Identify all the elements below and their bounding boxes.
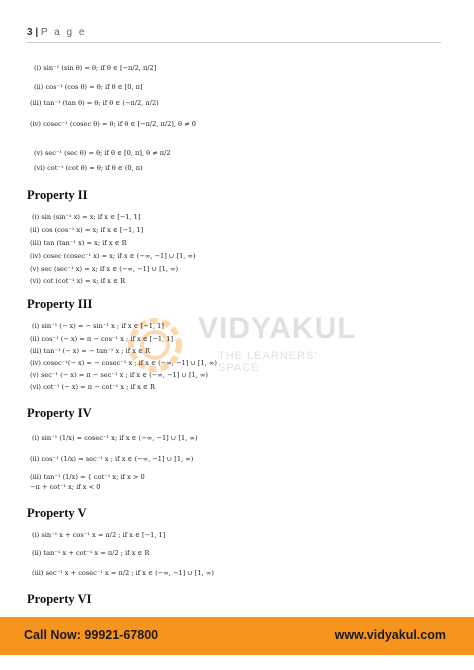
equation-line: (v) sec⁻¹ (sec θ) = θ; if θ ∈ [0, π], θ ≠ π/2: [34, 149, 171, 157]
equation-line: (iv) cosec⁻¹ (cosec θ) = θ; if θ ∈ [−π/2, π/2], θ ≠ 0: [30, 120, 196, 128]
section-heading: Property III: [27, 297, 93, 311]
equation-line: (iii) tan⁻¹ (tan θ) = θ; if θ ∈ (−π/2, π/2): [30, 99, 159, 107]
watermark-tagline: THE LEARNERS' SPACE: [218, 350, 318, 374]
watermark-brand: VIDYAKUL: [198, 312, 357, 345]
equation-line: (v) sec (sec⁻¹ x) = x; if x ∈ (−∞, −1] ∪ [1, ∞): [30, 265, 179, 273]
section-heading: Property V: [27, 506, 87, 520]
page-word: P a g e: [40, 27, 87, 38]
equation-line: (i) sin (sin⁻¹ x) = x; if x ∈ [−1, 1]: [32, 213, 141, 221]
section-heading: Property VI: [27, 592, 92, 606]
equation-line: (ii) cos⁻¹ (cos θ) = θ; if θ ∈ [0, π]: [34, 83, 143, 91]
equation-line: (ii) cos (cos⁻¹ x) = x; if x ∈ [−1, 1]: [30, 226, 144, 234]
equation-line: −π + cot⁻¹ x; if x < 0: [30, 483, 101, 491]
equation-line: (vi) cot⁻¹ (− x) = π − cot⁻¹ x ; if x ∈ R: [30, 383, 155, 391]
equation-line: (ii) cos⁻¹ (− x) = π − cos⁻¹ x ; if x ∈ [−1, 1]: [30, 335, 174, 343]
page-header: [27, 27, 441, 43]
equation-line: (vi) cot⁻¹ (cot θ) = θ; if θ ∈ (0, π): [34, 164, 143, 172]
section-heading: Property IV: [27, 406, 92, 420]
equation-line: (vi) cot (cot⁻¹ x) = x; if x ∈ R: [30, 277, 126, 285]
equation-line: (iii) tan⁻¹ (1/x) = { cot⁻¹ x; if x > 0: [30, 473, 145, 481]
equation-line: (iii) tan⁻¹ (− x) = − tan⁻¹ x ; if x ∈ R: [30, 347, 151, 355]
footer-bar: [0, 617, 474, 655]
equation-line: (i) sin⁻¹ (1/x) = cosec⁻¹ x; if x ∈ (−∞, −1] ∪ [1, ∞): [32, 434, 198, 442]
section-heading: Property II: [27, 188, 88, 202]
equation-line: (iv) cosec (cosec⁻¹ x) = x; if x ∈ (−∞, −1] ∪ [1, ∞): [30, 252, 196, 260]
header-separator: |: [32, 27, 41, 38]
equation-line: (iv) cosec⁻¹(− x) = − cosec⁻¹ x ; if x ∈ (−∞, −1] ∪ [1, ∞): [30, 359, 217, 367]
equation-line: (i) sin⁻¹ x + cos⁻¹ x = π/2 ; if x ∈ [−1, 1]: [32, 531, 166, 539]
equation-line: (ii) tan⁻¹ x + cot⁻¹ x = π/2 ; if x ∈ R: [32, 549, 150, 557]
equation-line: (i) sin⁻¹ (− x) = − sin⁻¹ x ; if x ∈ [−1, 1]: [32, 322, 164, 330]
equation-line: (ii) cos⁻¹ (1/x) = sec⁻¹ x ; if x ∈ (−∞, −1] ∪ [1, ∞): [30, 455, 194, 463]
equation-line: (v) sec⁻¹ (− x) = π − sec⁻¹ x ; if x ∈ (−∞, −1] ∪ [1, ∞): [30, 371, 208, 379]
equation-line: (iii) tan (tan⁻¹ x) = x; if x ∈ R: [30, 239, 127, 247]
equation-line: (i) sin⁻¹ (sin θ) = θ; if θ ∈ [−π/2, π/2]: [34, 64, 157, 72]
call-now-text: Call Now: 99921-67800: [24, 628, 159, 642]
website-link[interactable]: www.vidyakul.com: [334, 628, 446, 642]
equation-line: (iii) sec⁻¹ x + cosec⁻¹ x = π/2 ; if x ∈ (−∞, −1] ∪ [1, ∞): [32, 569, 214, 577]
page-number: 3: [27, 27, 33, 38]
